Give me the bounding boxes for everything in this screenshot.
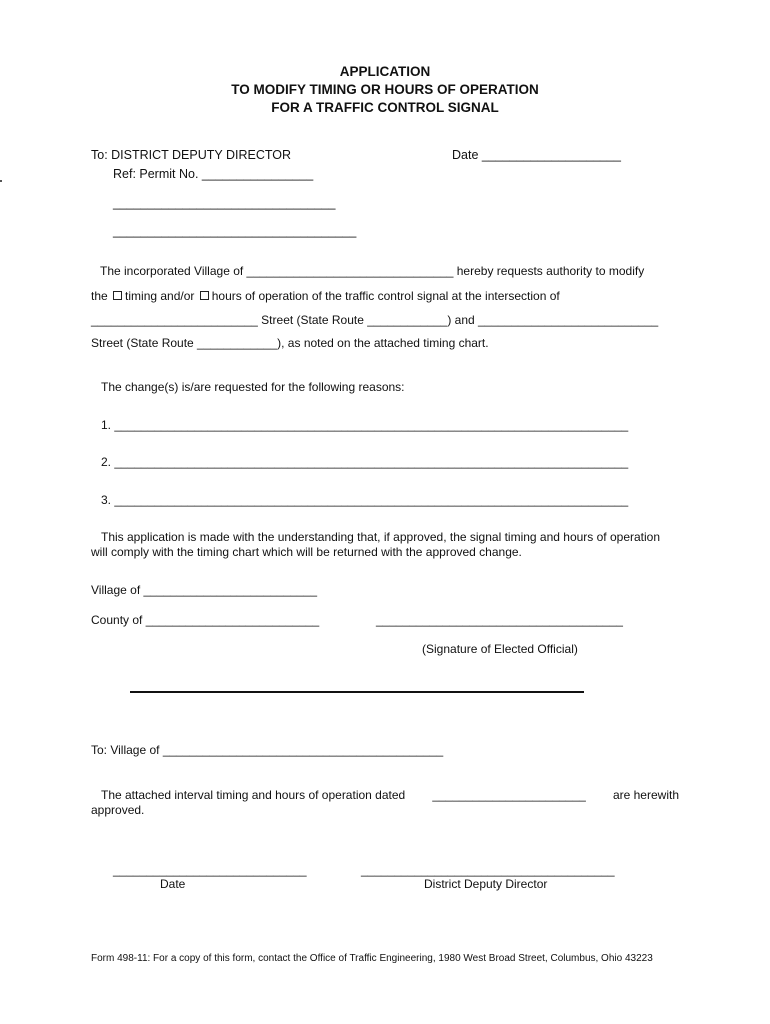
reason-item-2[interactable]: 2. _____________________________________________________________________________ [101, 455, 629, 469]
reasons-intro: The change(s) is/are requested for the following reasons: [101, 380, 405, 394]
approved-text: approved. [91, 803, 145, 817]
signature-line[interactable]: _____________________________________ [376, 613, 623, 627]
understanding-line-2: will comply with the timing chart which will be returned with the approved change. [91, 545, 522, 559]
timing-option-label: timing and/or [125, 289, 195, 303]
permit-number-field[interactable]: Ref: Permit No. ________________ [113, 167, 314, 181]
hours-option-label: hours of operation of the traffic control signal at the intersection of [211, 289, 560, 303]
request-line-1: The incorporated Village of _______________________________ hereby requests authority to modify [100, 264, 645, 278]
address-line-1[interactable]: ________________________________ [113, 196, 336, 210]
timing-checkbox[interactable] [113, 291, 122, 300]
county-of-field[interactable]: County of __________________________ [91, 613, 320, 627]
title-line-2: TO MODIFY TIMING OR HOURS OF OPERATION [231, 82, 539, 97]
hours-checkbox[interactable] [200, 291, 209, 300]
approval-date-label: Date [160, 877, 186, 891]
attached-timing-date-blank[interactable]: _______________________ [432, 788, 586, 802]
to-district-director: To: DISTRICT DEPUTY DIRECTOR [91, 148, 292, 162]
village-of-field[interactable]: Village of __________________________ [91, 583, 318, 597]
director-signature-label: District Deputy Director [424, 877, 548, 891]
reason-item-3[interactable]: 3. _____________________________________________________________________________ [101, 493, 629, 507]
request-line-4[interactable]: Street (State Route ____________), as noted on the attached timing chart. [91, 336, 489, 350]
request-the: the [91, 289, 108, 303]
request-line-3[interactable]: _________________________ Street (State Route ____________) and ___________________________ [91, 313, 659, 327]
attached-timing-line [101, 788, 679, 802]
request-line-2 [91, 289, 560, 303]
understanding-line-1: This application is made with the understanding that, if approved, the signal timing and hours of operation [101, 530, 661, 544]
form-footer-note: Form 498-11: For a copy of this form, contact the Office of Traffic Engineering, 1980 West Broad Street, Columbus, Ohio 43223 [91, 953, 653, 964]
title-line-1: APPLICATION [339, 64, 431, 79]
reason-item-1[interactable]: 1. _____________________________________________________________________________ [101, 418, 629, 432]
margin-mark [0, 180, 2, 182]
address-line-2[interactable]: ___________________________________ [113, 224, 357, 238]
attached-timing-suffix: are herewith [612, 788, 679, 802]
director-signature-line[interactable]: ______________________________________ [361, 863, 615, 877]
to-village-field[interactable]: To: Village of __________________________________________ [91, 743, 444, 757]
date-field[interactable]: Date ____________________ [452, 148, 621, 162]
approval-date-line[interactable]: _____________________________ [113, 863, 307, 877]
signature-label: (Signature of Elected Official) [422, 642, 578, 656]
attached-timing-text: The attached interval timing and hours of operation dated [101, 788, 406, 802]
title-line-3: FOR A TRAFFIC CONTROL SIGNAL [271, 100, 499, 115]
section-divider [130, 691, 584, 693]
